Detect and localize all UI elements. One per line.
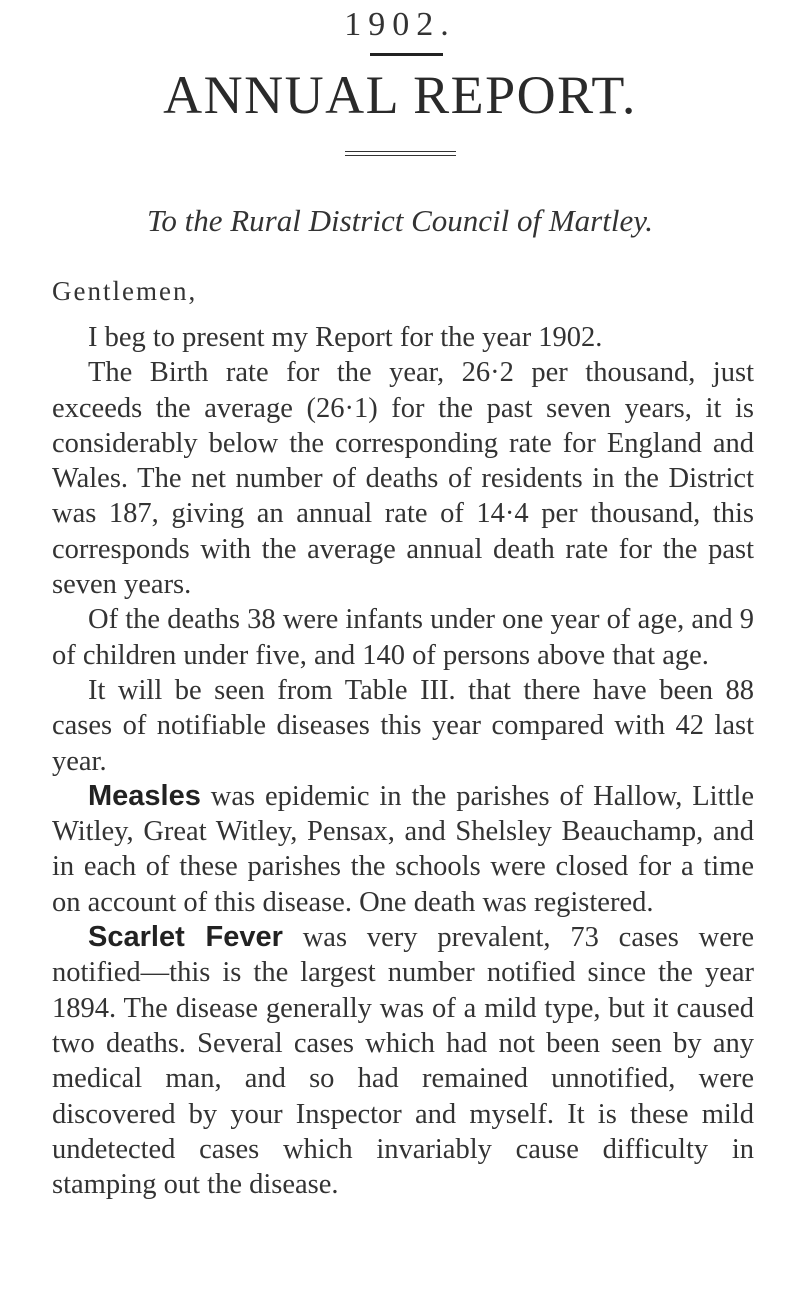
paragraph-text: It will be seen from Table III. that there have been 88 cases of notifiable diseases this year compared with 42 last year.	[52, 674, 754, 777]
section-heading-scarlet-fever: Scarlet Fever	[88, 921, 283, 954]
report-year: 1902.	[344, 6, 456, 43]
title-double-rule-bottom	[345, 155, 456, 156]
paragraph-intro	[52, 320, 754, 355]
paragraph-scarlet-fever	[52, 920, 754, 1202]
paragraph-text: The Birth rate for the year, 26·2 per thousand, just exceeds the average (26·1) for the past seven years, it is considerably below the corresponding rate for England and Wales. The net number of deaths of residents in the District was 187, giving an annual rate of 14·4 per thousand, this corresponds with the average annual death rate for the past seven years.	[52, 357, 754, 601]
address-line: To the Rural District Council of Martley.	[146, 203, 654, 238]
paragraph-birth-rate	[52, 355, 754, 602]
year-underline	[370, 53, 443, 56]
paragraph-text: was epidemic in the parishes of Hallow, Little Witley, Great Witley, Pensax, and Shelsley Beauchamp, and in each of these parishes the schools were closed for a time on account of this disease. One death was registered.	[52, 780, 754, 918]
section-heading-measles: Measles	[88, 779, 201, 812]
paragraph-text: Of the deaths 38 were infants under one year of age, and 9 of children under five, and 140 of persons above that age.	[52, 604, 754, 671]
salutation: Gentlemen,	[52, 276, 198, 306]
report-title: ANNUAL REPORT.	[163, 65, 637, 125]
title-double-rule-top	[345, 151, 456, 152]
paragraph-measles	[52, 779, 754, 920]
paragraph-text: I beg to present my Report for the year 1902.	[88, 322, 603, 353]
paragraph-deaths	[52, 602, 754, 673]
paragraph-text: was very prevalent, 73 cases were notified—this is the largest number notified since the year 1894. The disease generally was of a mild type, but it caused two deaths. Several cases which had not been seen by any medical man, and so had remained unnotified, were discovered by your Inspector and myself. It is these mild undetected cases which invariably cause difficulty in stamping out the disease.	[52, 922, 755, 1201]
paragraph-notifiable-diseases	[52, 673, 754, 779]
report-body	[52, 320, 754, 1202]
